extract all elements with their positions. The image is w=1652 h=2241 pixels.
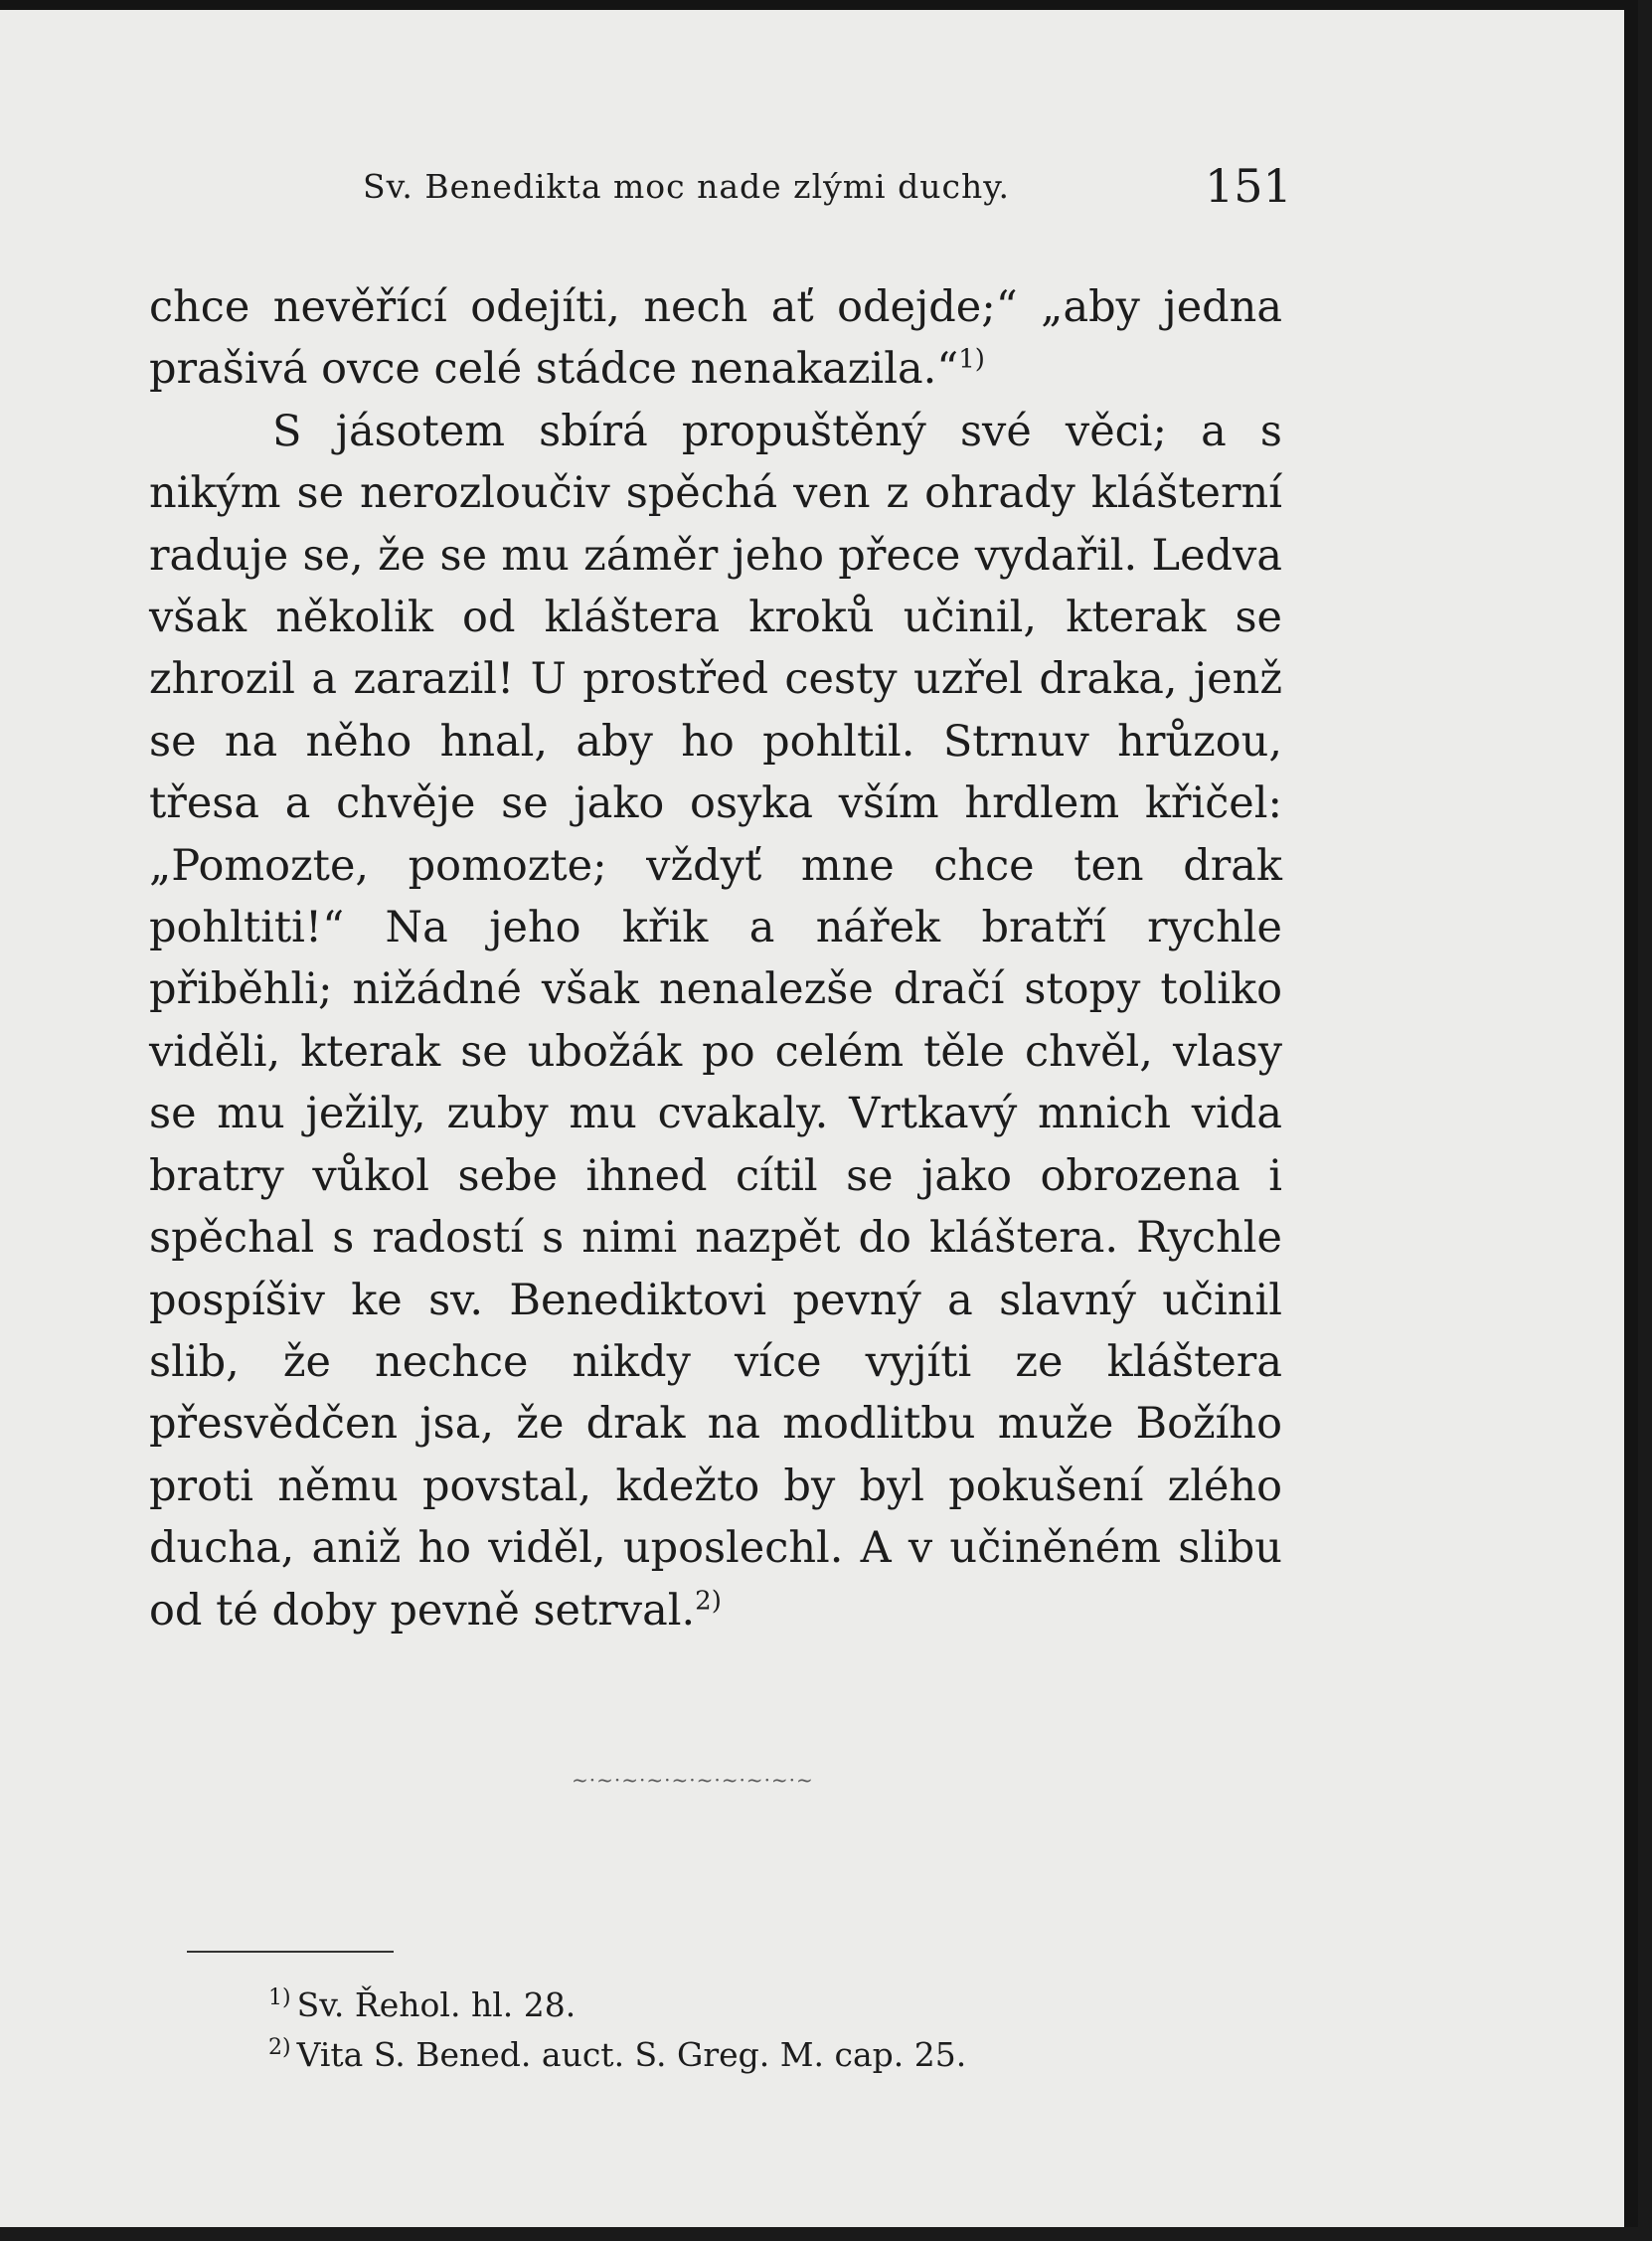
footnote-2-text: Vita S. Bened. auct. S. Greg. M. cap. 25. [296, 2035, 967, 2074]
footnote-2-mark: 2) [268, 2035, 291, 2060]
paragraph-1-text: chce nevěřící odejíti, nech ať odejde;“ „aby jedna prašivá ovce celé stádce nenakazila.“ [149, 282, 1282, 395]
page-number: 151 [1205, 159, 1292, 213]
footnotes [268, 1981, 966, 2080]
paragraph-1 [149, 276, 1282, 401]
footnote-1-text: Sv. Řehol. hl. 28. [296, 1985, 577, 2024]
paragraph-2-text: S jásotem sbírá propuštěný své věci; a s nikým se nerozloučiv spěchá ven z ohrady klášterní raduje se, že se mu záměr jeho přece vydařil. Ledva však několik od kláštera kroků učinil, kterak se zhrozil a zarazil! U prostřed cesty uzřel draka, jenž se na něho hnal, aby ho pohltil. Strnuv hrůzou, třesa a chvěje se jako osyka vším hrdlem křičel: „Pomozte, pomozte; vždyť mne chce ten drak pohltiti!“ Na jeho křik a nářek bratří rychle přiběhli; nižádné však nenalezše dračí stopy toliko viděli, kterak se ubožák po celém těle chvěl, vlasy se mu ježily, zuby mu cvakaly. Vrtkavý mnich vida bratry vůkol sebe ihned cítil se jako obrozena i spěchal s radostí s nimi nazpět do kláštera. Rychle pospíšiv ke sv. Benediktovi pevný a slavný učinil slib, že nechce nikdy více vyjíti ze kláštera přesvědčen jsa, že drak na modlitbu muže Božího proti němu povstal, kdežto by byl pokušení zlého ducha, aniž ho viděl, uposlechl. A v učiněném slibu od té doby pevně setrval. [149, 406, 1282, 1636]
footnote-ref-1: 1) [958, 345, 985, 376]
footnote-ref-2: 2) [695, 1586, 722, 1617]
section-ornament: ~·~·~·~·~·~·~·~·~·~ [572, 1768, 814, 1792]
footnote-2 [268, 2030, 966, 2080]
footnote-divider [187, 1951, 394, 1953]
paragraph-2 [149, 401, 1282, 1641]
body-text [149, 276, 1282, 1641]
footnote-1 [268, 1981, 966, 2030]
footnote-1-mark: 1) [268, 1985, 291, 2010]
running-head: Sv. Benedikta moc nade zlými duchy. [363, 167, 1010, 206]
